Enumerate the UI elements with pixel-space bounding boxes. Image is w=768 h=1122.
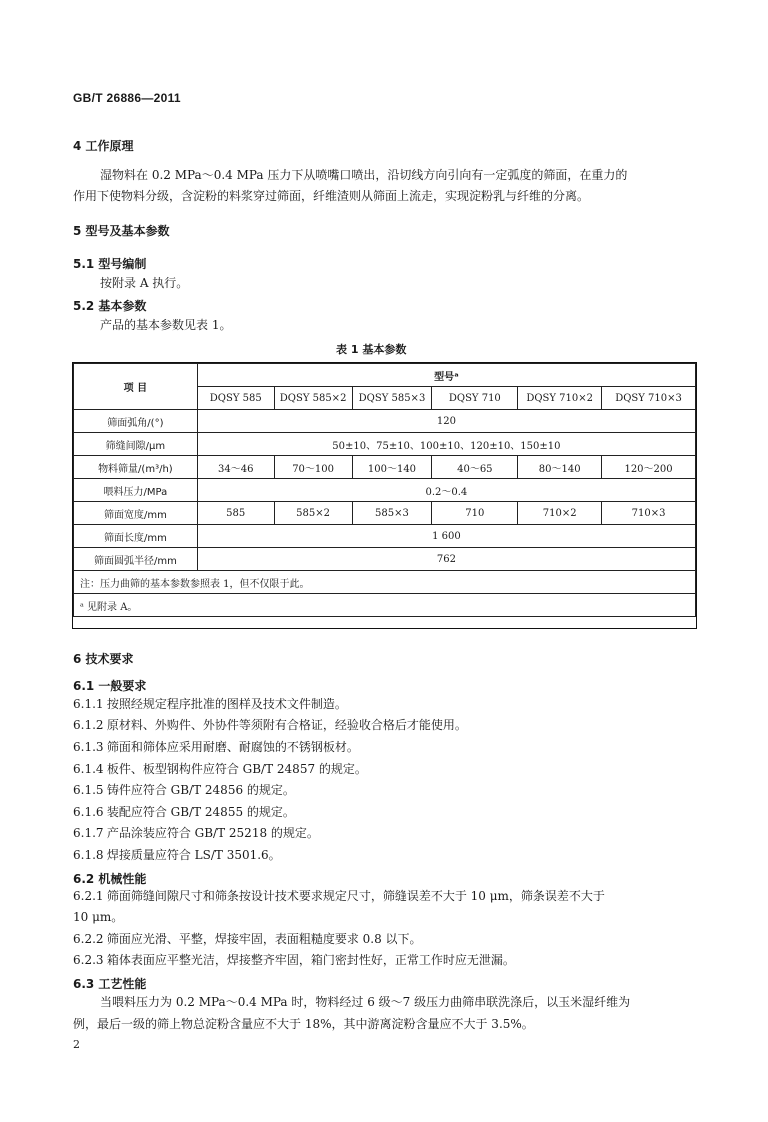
table-row bbox=[74, 548, 696, 571]
section-6-2-1-line-2: 10 μm。 bbox=[73, 910, 124, 924]
row-value: 120 bbox=[197, 410, 695, 433]
row-value: 0.2～0.4 bbox=[197, 479, 695, 502]
page-number: 2 bbox=[73, 1038, 80, 1051]
section-6-2-2: 6.2.2 筛面应光滑、平整，焊接牢固，表面粗糙度要求 0.8 以下。 bbox=[73, 932, 422, 946]
row-value: 710 bbox=[432, 502, 518, 525]
list-item: 6.1.1 按照经规定程序批准的图样及技术文件制造。 bbox=[73, 697, 347, 711]
section-6-3-line-1: 当喂料压力为 0.2 MPa～0.4 MPa 时，物料经过 6 级～7 级压力曲筛串联洗涤后，以玉米湿纤维为 bbox=[100, 995, 631, 1009]
model-cell: DQSY 710×3 bbox=[602, 387, 696, 410]
row-value: 585×2 bbox=[274, 502, 352, 525]
row-value: 710×2 bbox=[518, 502, 602, 525]
section-6-2-1-line-1: 6.2.1 筛面筛缝间隙尺寸和筛条按设计技术要求规定尺寸，筛缝误差不大于 10 μm，筛条误差不大于 bbox=[73, 889, 605, 903]
section-5-title: 5 型号及基本参数 bbox=[73, 224, 170, 238]
section-6-title: 6 技术要求 bbox=[73, 652, 134, 666]
list-item: 6.1.4 板件、板型钢构件应符合 GB/T 24857 的规定。 bbox=[73, 762, 367, 776]
table-footnote: ᵃ 见附录 A。 bbox=[74, 594, 696, 617]
row-label: 筛缝间隙/μm bbox=[74, 433, 198, 456]
model-cell: DQSY 585×2 bbox=[274, 387, 352, 410]
row-value: 80～140 bbox=[518, 456, 602, 479]
section-5-2-title: 5.2 基本参数 bbox=[73, 299, 147, 313]
list-item: 6.1.8 焊接质量应符合 LS/T 3501.6。 bbox=[73, 848, 281, 862]
row-value: 50±10、75±10、100±10、120±10、150±10 bbox=[197, 433, 695, 456]
table-row bbox=[74, 502, 696, 525]
row-label: 筛面宽度/mm bbox=[74, 502, 198, 525]
row-value: 100～140 bbox=[352, 456, 432, 479]
list-item: 6.1.6 装配应符合 GB/T 24855 的规定。 bbox=[73, 805, 295, 819]
row-label: 筛面圆弧半径/mm bbox=[74, 548, 198, 571]
section-6-2-3: 6.2.3 箱体表面应平整光洁，焊接整齐牢固，箱门密封性好，正常工作时应无泄漏。 bbox=[73, 953, 515, 967]
section-4-title: 4 工作原理 bbox=[73, 139, 134, 153]
section-6-3-line-2: 例，最后一级的筛上物总淀粉含量应不大于 18%，其中游离淀粉含量应不大于 3.5%。 bbox=[73, 1017, 534, 1031]
model-cell: DQSY 585×3 bbox=[352, 387, 432, 410]
section-6-2-title: 6.2 机械性能 bbox=[73, 872, 147, 886]
row-label: 物料筛量/(m³/h) bbox=[74, 456, 198, 479]
table-row bbox=[74, 525, 696, 548]
row-value: 762 bbox=[197, 548, 695, 571]
table-row bbox=[74, 479, 696, 502]
row-label: 筛面弧角/(°) bbox=[74, 410, 198, 433]
model-cell: DQSY 710×2 bbox=[518, 387, 602, 410]
section-4-line-1: 湿物料在 0.2 MPa～0.4 MPa 压力下从喷嘴口喷出，沿切线方向引向有一定弧度的筛面，在重力的 bbox=[100, 168, 628, 182]
table-caption: 表 1 基本参数 bbox=[336, 343, 407, 356]
model-cell: DQSY 585 bbox=[197, 387, 274, 410]
row-label: 喂料压力/MPa bbox=[74, 479, 198, 502]
section-5-1-title: 5.1 型号编制 bbox=[73, 257, 147, 271]
model-header: 型号ᵃ bbox=[197, 364, 695, 387]
row-value: 40～65 bbox=[432, 456, 518, 479]
section-5-2-text: 产品的基本参数见表 1。 bbox=[100, 318, 232, 332]
row-label: 筛面长度/mm bbox=[74, 525, 198, 548]
table-row bbox=[74, 433, 696, 456]
model-cell: DQSY 710 bbox=[432, 387, 518, 410]
parameters-table bbox=[73, 363, 696, 617]
table-note: 注：压力曲筛的基本参数参照表 1，但不仅限于此。 bbox=[74, 571, 696, 594]
table-row bbox=[74, 410, 696, 433]
section-4-line-2: 作用下使物料分级，含淀粉的料浆穿过筛面，纤维渣则从筛面上流走，实现淀粉乳与纤维的分离。 bbox=[73, 189, 590, 203]
table-row bbox=[74, 456, 696, 479]
row-value: 34～46 bbox=[197, 456, 274, 479]
standard-number: GB/T 26886—2011 bbox=[73, 91, 181, 105]
row-value: 1 600 bbox=[197, 525, 695, 548]
list-item: 6.1.3 筛面和筛体应采用耐磨、耐腐蚀的不锈钢板材。 bbox=[73, 740, 359, 754]
row-value: 70～100 bbox=[274, 456, 352, 479]
item-header: 项 目 bbox=[74, 364, 198, 410]
row-value: 585×3 bbox=[352, 502, 432, 525]
list-item: 6.1.5 铸件应符合 GB/T 24856 的规定。 bbox=[73, 783, 295, 797]
row-value: 585 bbox=[197, 502, 274, 525]
list-item: 6.1.2 原材料、外购件、外协件等须附有合格证，经验收合格后才能使用。 bbox=[73, 718, 467, 732]
row-value: 120～200 bbox=[602, 456, 696, 479]
section-6-3-title: 6.3 工艺性能 bbox=[73, 977, 147, 991]
section-6-1-title: 6.1 一般要求 bbox=[73, 679, 147, 693]
list-item: 6.1.7 产品涂装应符合 GB/T 25218 的规定。 bbox=[73, 826, 319, 840]
row-value: 710×3 bbox=[602, 502, 696, 525]
section-5-1-text: 按附录 A 执行。 bbox=[100, 276, 189, 290]
